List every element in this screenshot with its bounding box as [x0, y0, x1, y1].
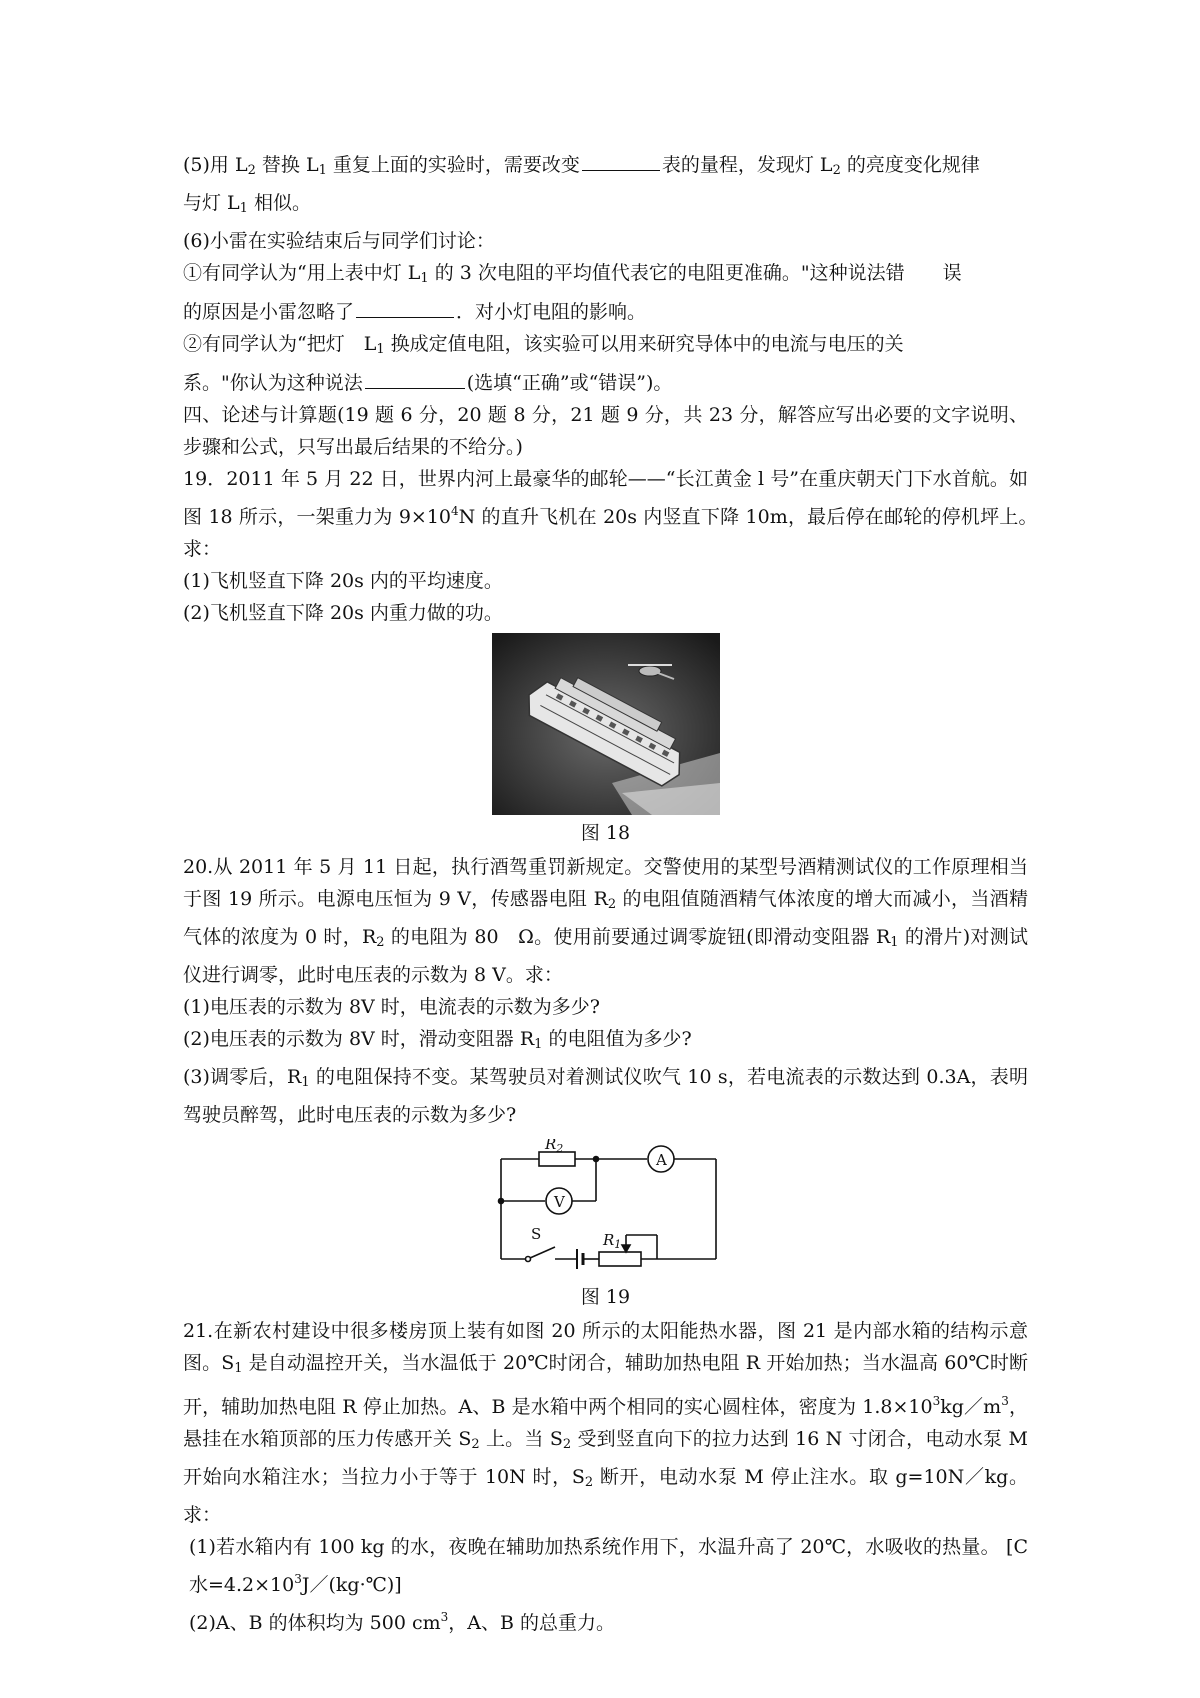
label-r1: $R_1$ [602, 1231, 621, 1251]
q19-sub1: (1)飞机竖直下降 20s 内的平均速度。 [183, 570, 503, 592]
q21-sub2: (2)A、B 的体积均为 500 $cm^3$，A、B 的总重力。 [189, 1610, 616, 1634]
section-heading: 四、论述与计算题(19 题 6 分，20 题 8 分，21 题 9 分，共 23 分，解答应写出必要的文字说明、步骤和公式，只写出最后结果的不给分。) [183, 404, 1028, 458]
document-body [183, 148, 1048, 1639]
figure-19 [183, 1131, 1028, 1315]
switch-s [530, 1247, 555, 1258]
q20-sub3: (3)调零后，$R_1$ 的电阻保持不变。某驾驶员对着测试仪吹气 10 s，若电流表的示数达到 0.3A，表明驾驶员醉驾，此时电压表的示数为多少? [183, 1066, 1028, 1126]
label-v: V [553, 1193, 565, 1211]
q20-sub2: (2)电压表的示数为 8V 时，滑动变阻器 $R_1$ 的电阻值为多少? [183, 1028, 692, 1052]
figure-18 [183, 629, 1028, 851]
q20-sub1: (1)电压表的示数为 8V 时，电流表的示数为多少? [183, 996, 600, 1018]
answer-blank[interactable] [356, 295, 454, 318]
cruise-ship-photo [492, 633, 720, 815]
q20-text: 20.从 2011 年 5 月 11 日起，执行酒驾重罚新规定。交警使用的某型号酒精测试仪的工作原理相当于图 19 所示。电源电压恒为 9 V，传感器电阻 $R_2$ 的电阻值随酒精气体浓度的增大而减小，当酒精气体的浓度为 0 时，$R_2$ 的电阻为 80 Ω。使用前要通过调零旋钮(即滑动变阻器 $R_1$ 的滑片)对测试仪进行调零，此时电压表的示数为 8 V。求： [183, 856, 1028, 986]
rheostat-r1 [599, 1252, 641, 1266]
q21-text: 21.在新农村建设中很多楼房顶上装有如图 20 所示的太阳能热水器，图 21 是内部水箱的结构示意图。$S_1$ 是自动温控开关，当水温低于 20℃时闭合，辅助加热电阻 R 开始加热；当水温高 60℃时断开，辅助加热电阻 R 停止加热。A、B 是水箱中两个相同的实心圆柱体，密度为 $1.8\times 10^3kg/m^3$，悬挂在水箱顶部的压力传感开关 $S_2$ 上。当 $S_2$ 受到竖直向下的拉力达到 16 N 寸闭合，电动水泵 M 开始向水箱注水；当拉力小于等于 10N 时，$S_2$ 断开，电动水泵 M 停止注水。取 g=10N／kg。求： [183, 1320, 1028, 1526]
q18-part6-item2: ②有同学认为“把灯 $L_1$ 换成定值电阻，该实验可以用来研究导体中的电流与电压的关 [183, 333, 904, 357]
q18-part6-item2-cont: 系。"你认为这种说法 (选填“正确”或“错误”)。 [183, 366, 1028, 399]
answer-blank[interactable] [365, 366, 465, 389]
label-s: S [530, 1225, 541, 1243]
q18-part5-cont: 与灯 $L_1$ 相似。 [183, 192, 311, 216]
q21-sub1: (1)若水箱内有 100 kg 的水，夜晚在辅助加热系统作用下，水温升高了 20℃，水吸收的热量。 [C 水$=4.2\times 10^3J/(kg\cdot℃)$] [189, 1536, 1028, 1596]
circuit-diagram [481, 1139, 731, 1279]
q18-part6: (6)小雷在实验结束后与同学们讨论： [183, 230, 495, 252]
q19-text: 19．2011 年 5 月 22 日，世界内河上最豪华的邮轮——“长江黄金 l 号”在重庆朝天门下水首航。如图 18 所示，一架重力为 $9\times 10^4N$ 的直升飞机在 20s 内竖直下降 10m，最后停在邮轮的停机坪上。 求： [183, 468, 1048, 560]
figure-18-caption: 图 18 [580, 822, 631, 844]
q19-sub2: (2)飞机竖直下降 20s 内重力做的功。 [183, 602, 503, 624]
q18-part6-item1: ①有同学认为“用上表中灯 $L_1$ 的 3 次电阻的平均值代表它的电阻更准确。"这种说法错 误 [183, 262, 962, 286]
figure-19-caption: 图 19 [580, 1286, 631, 1308]
label-a: A [655, 1151, 667, 1169]
q18-part5: (5)用 $L_2$ 替换 $L_1$ 重复上面的实验时，需要改变 表的量程，发现灯 $L_2$ 的亮度变化规律 [183, 148, 1028, 187]
label-r2: $R_2$ [544, 1139, 563, 1155]
answer-blank[interactable] [582, 148, 660, 171]
q18-part6-item1-cont: 的原因是小雷忽略了 ．对小灯电阻的影响。 [183, 295, 1028, 328]
